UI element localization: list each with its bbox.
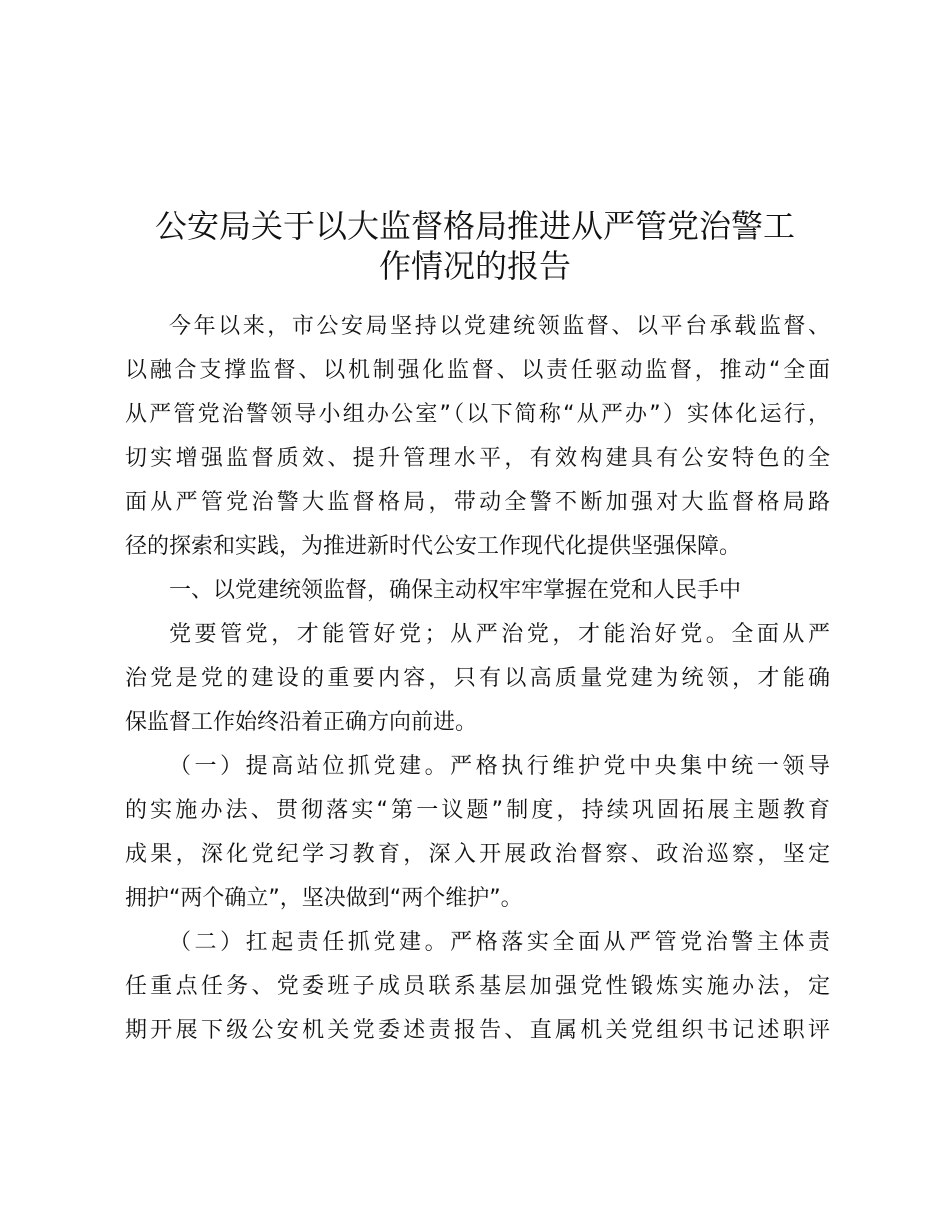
paragraph-line: 保监督工作始终沿着正确方向前进。 <box>125 710 478 735</box>
paragraph-line: 以融合支撑监督、以机制强化监督、以责任驱动监督，推动“全面 <box>125 358 830 383</box>
paragraph-line: 面从严管党治警大监督格局，带动全警不断加强对大监督格局路 <box>125 490 830 515</box>
paragraph-line: 径的探索和实践，为推进新时代公安工作现代化提供坚强保障。 <box>125 534 742 559</box>
paragraph-line: 拥护“两个确立”，坚决做到“两个维护”。 <box>125 886 523 911</box>
paragraph-line: （二）扛起责任抓党建。严格落实全面从严管党治警主体责 <box>169 930 830 955</box>
paragraph-line: 成果，深化党纪学习教育，深入开展政治督察、政治巡察，坚定 <box>125 842 830 867</box>
document-title <box>100 206 850 286</box>
document-body <box>125 305 830 1053</box>
title-line-2: 作情况的报告 <box>378 247 571 285</box>
paragraph-line: 期开展下级公安机关党委述责报告、直属机关党组织书记述职评 <box>125 1018 830 1043</box>
paragraph-line: 从严管党治警领导小组办公室”（以下简称“从严办”）实体化运行， <box>125 402 830 427</box>
paragraph-line: 党要管党，才能管好党；从严治党，才能治好党。全面从严 <box>169 622 830 647</box>
title-line-1: 公安局关于以大监督格局推进从严管党治警工 <box>154 207 795 245</box>
paragraph-line: 切实增强监督质效、提升管理水平，有效构建具有公安特色的全 <box>125 446 830 471</box>
paragraph-line: （一）提高站位抓党建。严格执行维护党中央集中统一领导 <box>169 754 830 779</box>
paragraph-line: 的实施办法、贯彻落实“第一议题”制度，持续巩固拓展主题教育 <box>125 798 830 823</box>
paragraph-line: 治党是党的建设的重要内容，只有以高质量党建为统领，才能确 <box>125 666 830 691</box>
section-heading: 一、以党建统领监督，确保主动权牢牢掌握在党和人民手中 <box>169 578 742 603</box>
paragraph-line: 今年以来，市公安局坚持以党建统领监督、以平台承载监督、 <box>169 314 830 339</box>
paragraph-line: 任重点任务、党委班子成员联系基层加强党性锻炼实施办法，定 <box>125 974 830 999</box>
